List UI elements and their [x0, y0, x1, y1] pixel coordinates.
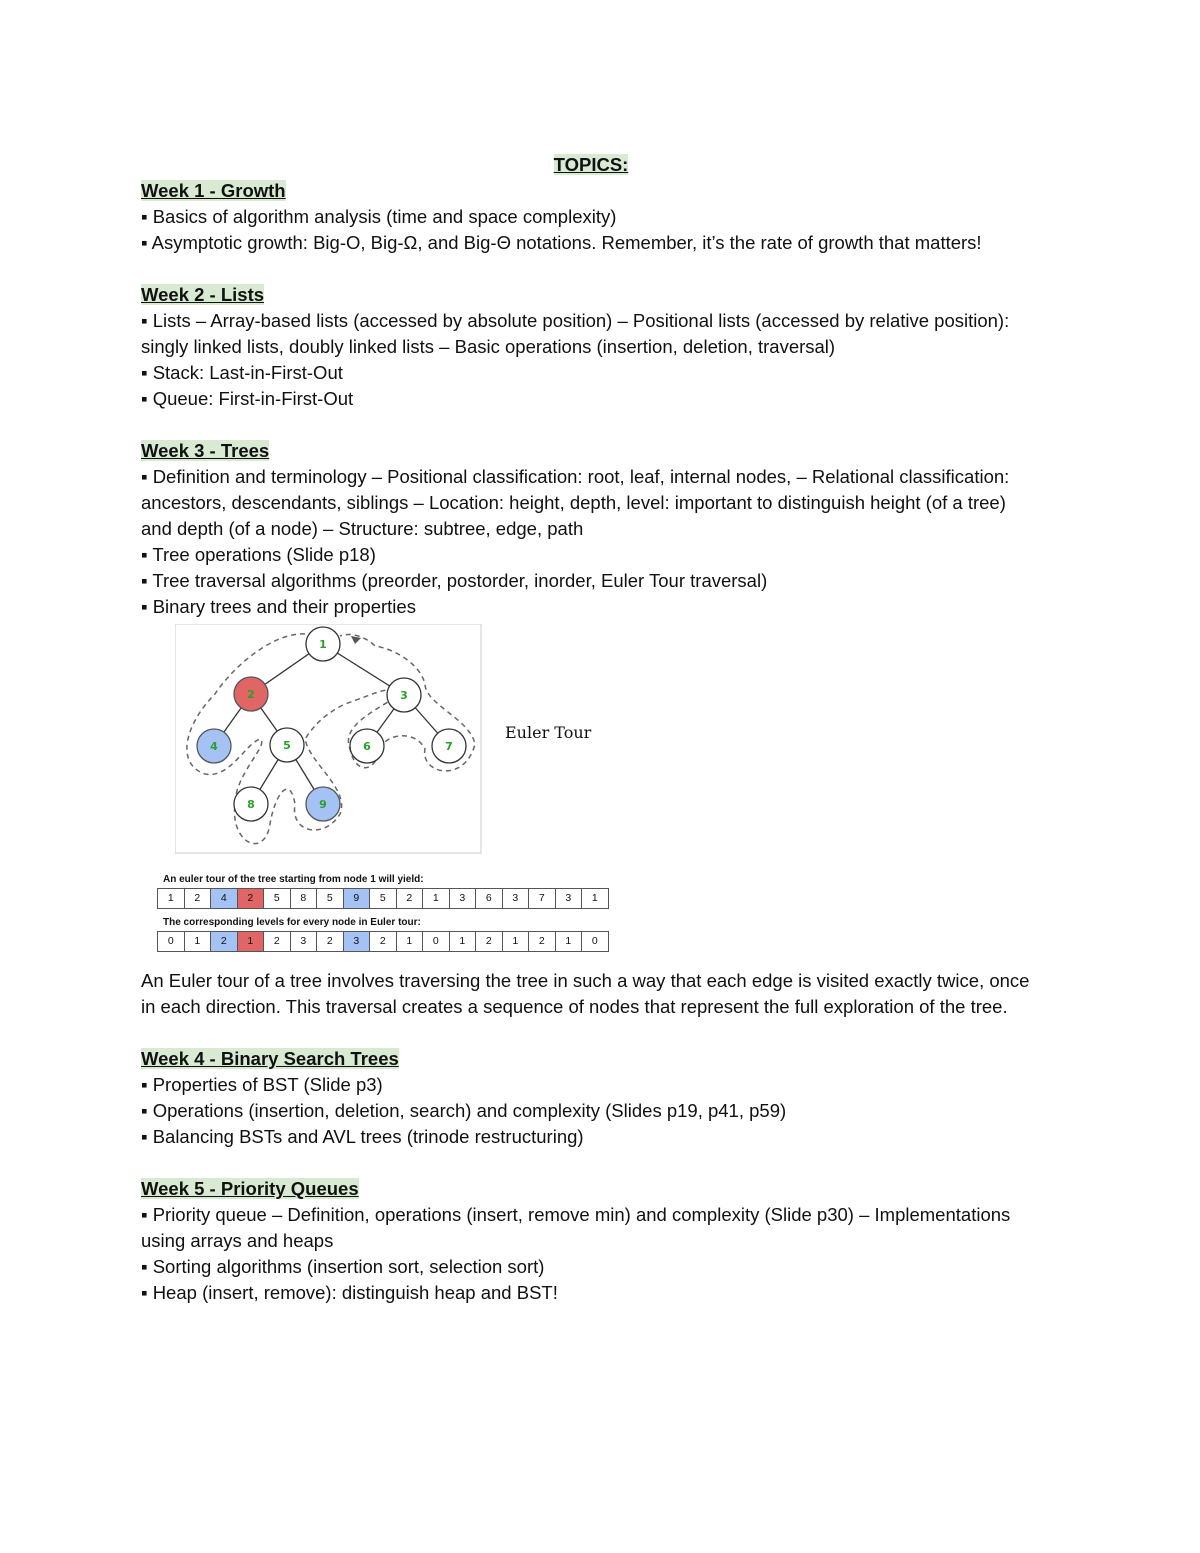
tree-node-1 [306, 627, 340, 661]
week5-heading: Week 5 - Priority Queues [141, 1178, 359, 1199]
level-cell: 1 [555, 932, 582, 952]
tree-node-4 [197, 729, 231, 763]
tour-cell: 3 [555, 889, 582, 909]
level-cell: 2 [476, 932, 503, 952]
week3-bullet: ▪ Definition and terminology – Positional classification: root, leaf, internal nodes, – Relational classification: ancestors, descendants, siblings – Location: height, depth, level: important to distinguish height (of a tree) and depth (of a node) – Structure: subtree, edge, path [141, 466, 1010, 539]
svg-text:5: 5 [283, 739, 291, 752]
week2-bullet: ▪ Queue: First-in-First-Out [141, 388, 354, 409]
week4-heading: Week 4 - Binary Search Trees [141, 1048, 399, 1069]
week5-bullet: ▪ Priority queue – Definition, operations (insert, remove min) and complexity (Slide p30) – Implementations using arrays and heaps [141, 1204, 1011, 1251]
tree-node-3 [387, 678, 421, 712]
tour-cell: 5 [317, 889, 344, 909]
level-cell: 2 [370, 932, 397, 952]
tour-cell: 2 [184, 889, 211, 909]
tour-cell: 8 [290, 889, 317, 909]
level-cell: 2 [317, 932, 344, 952]
week3-bullet: ▪ Binary trees and their properties [141, 596, 416, 617]
week1-bullet: ▪ Asymptotic growth: Big-O, Big-Ω, and Big-Θ notations. Remember, it’s the rate of growth that matters! [141, 232, 982, 253]
tour-caption: An euler tour of the tree starting from node 1 will yield: [163, 874, 424, 885]
tour-cell: 5 [370, 889, 397, 909]
tour-cell: 1 [582, 889, 609, 909]
tree-node-5 [270, 728, 304, 762]
week1-bullet: ▪ Basics of algorithm analysis (time and space complexity) [141, 206, 617, 227]
level-cell: 2 [529, 932, 556, 952]
tree-node-9 [306, 787, 340, 821]
svg-text:3: 3 [400, 689, 408, 702]
levels-caption: The corresponding levels for every node in Euler tour: [163, 917, 421, 928]
tour-cell: 1 [158, 889, 185, 909]
tour-cell: 5 [264, 889, 291, 909]
level-cell: 3 [290, 932, 317, 952]
level-cell: 2 [211, 932, 238, 952]
level-cell: 1 [449, 932, 476, 952]
tour-cell: 1 [423, 889, 450, 909]
week3-bullet: ▪ Tree traversal algorithms (preorder, postorder, inorder, Euler Tour traversal) [141, 570, 768, 591]
svg-text:9: 9 [319, 798, 327, 811]
tour-cell: 4 [211, 889, 238, 909]
svg-text:4: 4 [210, 740, 218, 753]
euler-tour-figure [175, 624, 655, 854]
tree-node-2 [234, 677, 268, 711]
level-cell: 3 [343, 932, 370, 952]
level-cell: 0 [423, 932, 450, 952]
svg-text:1: 1 [319, 638, 327, 651]
tour-cell: 3 [502, 889, 529, 909]
document-page [141, 152, 1041, 1306]
svg-text:8: 8 [247, 798, 255, 811]
tour-table [157, 888, 609, 909]
svg-text:2: 2 [247, 688, 255, 701]
level-cell: 0 [158, 932, 185, 952]
tour-cell: 2 [237, 889, 264, 909]
week3-bullet: ▪ Tree operations (Slide p18) [141, 544, 376, 565]
week5-bullet: ▪ Sorting algorithms (insertion sort, selection sort) [141, 1256, 545, 1277]
level-cell: 1 [502, 932, 529, 952]
level-cell: 1 [184, 932, 211, 952]
levels-table [157, 931, 609, 952]
tour-cell: 9 [343, 889, 370, 909]
euler-tour-tables [157, 874, 617, 952]
euler-tour-label: Euler Tour [505, 723, 592, 742]
tour-cell: 2 [396, 889, 423, 909]
tree-node-7 [432, 729, 466, 763]
tour-cell: 7 [529, 889, 556, 909]
level-cell: 0 [582, 932, 609, 952]
week2-heading: Week 2 - Lists [141, 284, 265, 305]
week4-bullet: ▪ Properties of BST (Slide p3) [141, 1074, 383, 1095]
week2-bullet: ▪ Lists – Array-based lists (accessed by absolute position) – Positional lists (accessed by relative position): singly linked lists, doubly linked lists – Basic operations (insertion, deletion, traversal) [141, 310, 1010, 357]
euler-tour-paragraph: An Euler tour of a tree involves traversing the tree in such a way that each edge is visited exactly twice, once in each direction. This traversal creates a sequence of nodes that represent the full exploration of the tree. [141, 970, 1030, 1017]
level-cell: 1 [237, 932, 264, 952]
level-cell: 1 [396, 932, 423, 952]
tour-cell: 6 [476, 889, 503, 909]
page-title: TOPICS: [553, 154, 629, 175]
week3-heading: Week 3 - Trees [141, 440, 270, 461]
tour-cell: 3 [449, 889, 476, 909]
svg-text:7: 7 [445, 740, 453, 753]
tree-node-8 [234, 787, 268, 821]
week4-bullet: ▪ Balancing BSTs and AVL trees (trinode restructuring) [141, 1126, 584, 1147]
svg-text:6: 6 [363, 740, 371, 753]
week4-bullet: ▪ Operations (insertion, deletion, search) and complexity (Slides p19, p41, p59) [141, 1100, 787, 1121]
tree-node-6 [350, 729, 384, 763]
week2-bullet: ▪ Stack: Last-in-First-Out [141, 362, 343, 383]
week1-heading: Week 1 - Growth [141, 180, 286, 201]
week5-bullet: ▪ Heap (insert, remove): distinguish heap and BST! [141, 1282, 558, 1303]
level-cell: 2 [264, 932, 291, 952]
